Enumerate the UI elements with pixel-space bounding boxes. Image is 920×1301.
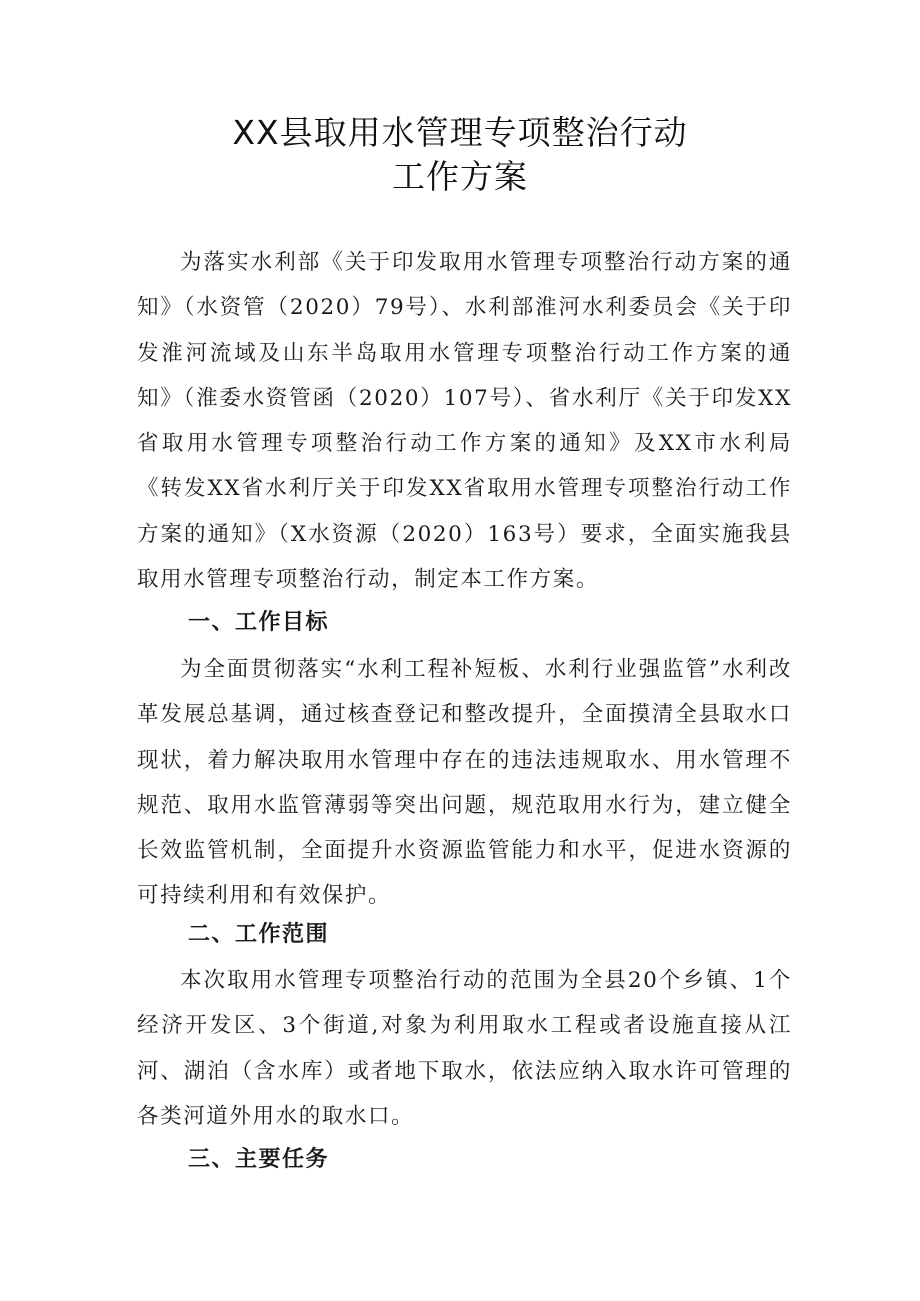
section1-paragraph: 为全面贯彻落实“水利工程补短板、水利行业强监管”水利改革发展总基调，通过核查登记和整改提升，全面摸清全县取水口现状，着力解决取用水管理中存在的违法违规取水、用水管理不规范、取用水监管薄弱等突出问题，规范取用水行为，建立健全长效监管机制，全面提升水资源监管能力和水平，促进水资源的可持续利用和有效保护。 (137, 657, 792, 909)
section1-paragraph-block (137, 647, 792, 919)
document-title-line1: XX县取用水管理专项整治行动 (232, 113, 688, 152)
intro-paragraph-block (137, 240, 792, 602)
intro-paragraph: 为落实水利部《关于印发取用水管理专项整治行动方案的通知》（水资管（2020）79号）、水利部淮河水利委员会《关于印发淮河流域及山东半岛取用水管理专项整治行动工作方案的通知》（淮委水资管函（2020）107号）、省水利厅《关于印发XX省取用水管理专项整治行动工作方案的通知》及XX市水利局《转发XX省水利厅关于印发XX省取用水管理专项整治行动工作方案的通知》（X水资源（2020）163号）要求，全面实施我县取用水管理专项整治行动，制定本工作方案。 (137, 250, 792, 593)
document-title-line2: 工作方案 (392, 157, 528, 196)
section2-paragraph: 本次取用水管理专项整治行动的范围为全县20个乡镇、1个经济开发区、3个街道,对象为利用取水工程或者设施直接从江河、湖泊（含水库）或者地下取水，依法应纳入取水许可管理的各类河道外用水的取水口。 (137, 968, 792, 1129)
section-heading-work-goals: 一、工作目标 (188, 610, 330, 635)
section2-paragraph-block (137, 958, 792, 1139)
section-heading-work-scope: 二、工作范围 (188, 922, 330, 947)
section-heading-main-tasks: 三、主要任务 (188, 1147, 330, 1172)
